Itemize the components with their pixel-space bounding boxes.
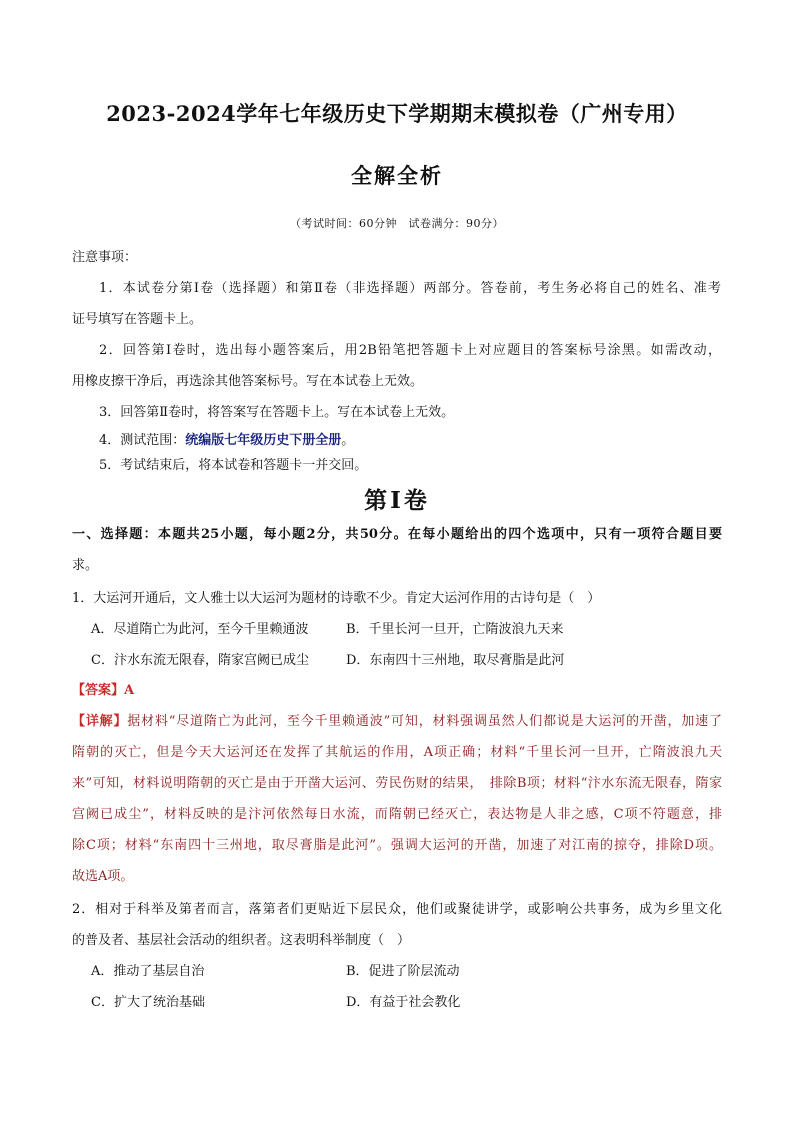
q1-option-d: D．东南四十三州地，取尽膏脂是此河 [346, 653, 565, 668]
q1-detail-line-1 [72, 713, 722, 731]
question-2-stem-line-2: 的普及者、基层社会活动的组织者。这表明科举制度（ ） [72, 933, 411, 948]
exam-info: （考试时间：60分钟 试卷满分：90分） [290, 217, 504, 230]
q1-option-a: A．尽道隋亡为此河，至今千里赖通波 [91, 622, 309, 637]
note-1-line-1: 1．本试卷分第Ⅰ卷（选择题）和第Ⅱ卷（非选择题）两部分。答卷前，考生务必将自己的姓名、准考 [99, 281, 721, 296]
note-3: 3．回答第Ⅱ卷时，将答案写在答题卡上。写在本试卷上无效。 [99, 405, 455, 420]
note-2-line-1: 2．回答第Ⅰ卷时，选出每小题答案后，用2B铅笔把答题卡上对应题目的答案标号涂黑。如需改动， [99, 343, 721, 358]
q1-detail-line-2: 隋朝的灭亡，但是今天大运河还在发挥了其航运的作用，A项正确；材料“千里长河一旦开，亡隋波浪九天 [72, 745, 722, 760]
note-4-prefix: 4．测试范围： [99, 433, 186, 448]
q2-option-c: C．扩大了统治基础 [91, 995, 205, 1010]
answer-label: 【答案】 [72, 683, 125, 698]
detail-label: 【详解】 [72, 714, 128, 729]
note-1-line-2: 证号填写在答题卡上。 [72, 312, 203, 327]
q1-detail-line-6: 故选A项。 [72, 869, 134, 884]
note-4 [99, 432, 354, 450]
answer-value: A [124, 683, 135, 698]
q1-option-b: B．千里长河一旦开，亡隋波浪九天来 [346, 622, 564, 637]
q1-detail-line-5: 除C项；材料“东南四十三州地，取尽膏脂是此河”。强调大运河的开凿，加速了对江南的掠夺，排除D项。 [72, 838, 722, 853]
page-title: 2023-2024学年七年级历史下学期期末模拟卷（广州专用） [106, 101, 688, 126]
page-subtitle: 全解全析 [351, 163, 443, 188]
q2-option-a: A．推动了基层自治 [91, 964, 205, 979]
note-4-suffix: 。 [341, 433, 355, 448]
notes-heading: 注意事项： [72, 250, 138, 265]
q1-detail-line-3: 来”可知，材料说明隋朝的灭亡是由于开凿大运河、劳民伤财的结果， 排除B项；材料“汴水东流无限春，隋家 [72, 776, 722, 791]
section-title: 第Ⅰ卷 [364, 487, 430, 514]
detail-text-1: 据材料“尽道隋亡为此河，至今千里赖通波”可知，材料强调虽然人们都说是大运河的开凿，加速了 [127, 714, 722, 729]
note-2-line-2: 用橡皮擦干净后，再选涂其他答案标号。写在本试卷上无效。 [72, 374, 424, 389]
note-5: 5．考试结束后，将本试卷和答题卡一并交回。 [99, 458, 368, 473]
section-intro-line-1: 一、选择题：本题共25小题，每小题2分，共50分。在每小题给出的四个选项中，只有一项符合题目要 [72, 527, 722, 542]
q1-option-c: C．汴水东流无限春，隋家宫阙已成尘 [91, 653, 309, 668]
section-intro-line-2: 求。 [72, 558, 99, 573]
question-1-stem: 1．大运河开通后，文人雅士以大运河为题材的诗歌不少。肯定大运河作用的古诗句是（ ） [72, 591, 601, 606]
q2-option-b: B．促进了阶层流动 [346, 964, 460, 979]
q1-detail-line-4: 宫阙已成尘”，材料反映的是汴河依然每日水流，而隋朝已经灭亡，表达物是人非之感，C项不符题意，排 [72, 807, 722, 822]
question-2-stem-line-1: 2．相对于科举及第者而言，落第者们更贴近下层民众，他们或聚徒讲学，或影响公共事务，成为乡里文化 [72, 902, 722, 917]
q1-answer [72, 682, 134, 700]
test-scope: 统编版七年级历史下册全册 [185, 433, 342, 448]
q2-option-d: D．有益于社会教化 [346, 995, 461, 1010]
